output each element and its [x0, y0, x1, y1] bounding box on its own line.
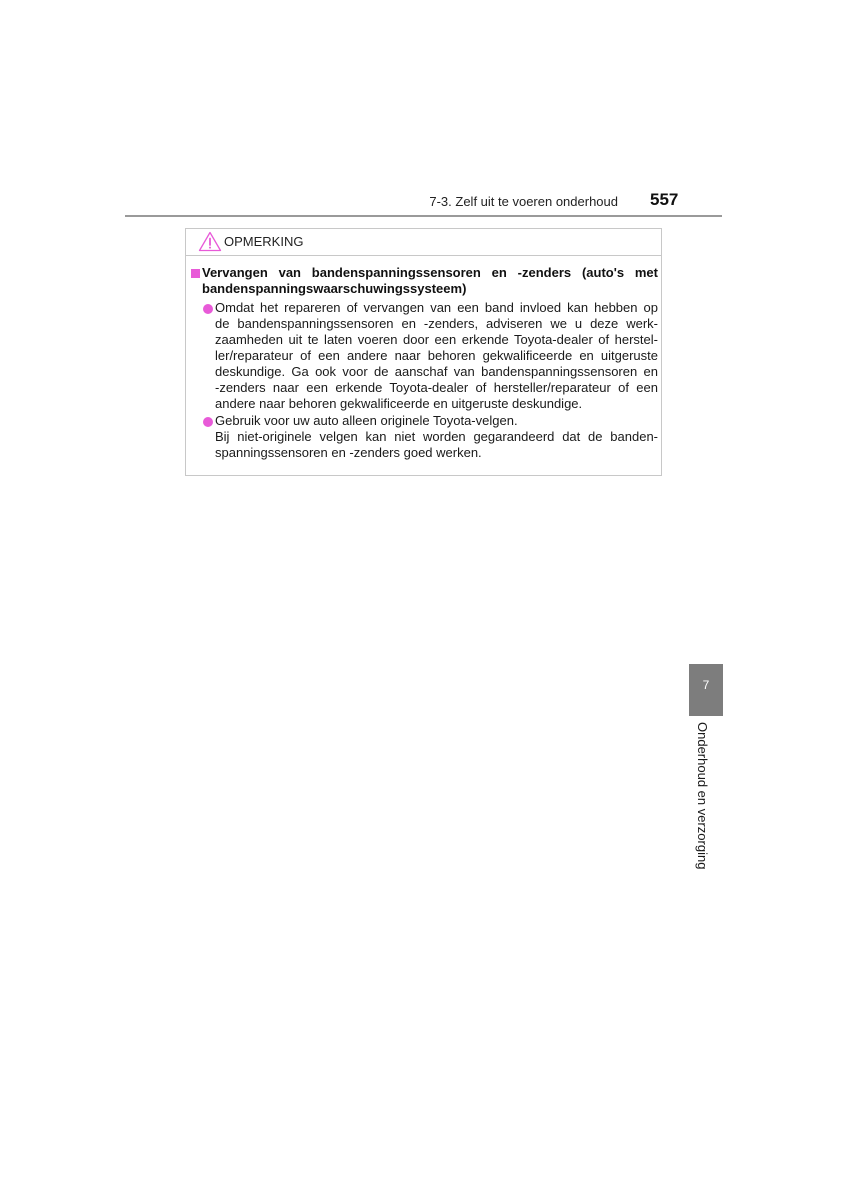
- notice-box: [185, 228, 662, 476]
- bullet-dot: [203, 304, 213, 314]
- bullet-line: -zenders naar een erkende Toyota-dealer of hersteller/reparateur of een: [215, 380, 658, 395]
- bullet-line: Bij niet-originele velgen kan niet worden gegarandeerd dat de banden-: [215, 429, 658, 444]
- bullet-line: deskundige. Ga ook voor de aanschaf van bandenspanningssensoren en: [215, 364, 658, 379]
- bullet-text: [215, 413, 658, 461]
- bullet-line: andere naar behoren gekwalificeerde en uitgeruste deskundige.: [215, 396, 583, 411]
- bullet-line: ler/reparateur of een andere naar behoren gekwalificeerde en uitgeruste: [215, 348, 658, 363]
- header-section-title: 7-3. Zelf uit te voeren onderhoud: [429, 194, 618, 209]
- warning-triangle-icon: [198, 231, 222, 252]
- bullet-line: de bandenspanningssensoren en -zenders, adviseren we u deze werk-: [215, 316, 658, 331]
- header-rule: [125, 215, 722, 217]
- bullet-line: Omdat het repareren of vervangen van een band invloed kan hebben op: [215, 300, 658, 315]
- bullet-line: zaamheden uit te laten voeren door een erkende Toyota-dealer of herstel-: [215, 332, 658, 347]
- bullet-text: [215, 300, 658, 412]
- notice-header: [186, 229, 661, 256]
- section-title-line: Vervangen van bandenspanningssensoren en -zenders (auto's met: [202, 265, 658, 280]
- page-number: 557: [650, 190, 679, 209]
- chapter-number: 7: [702, 678, 710, 692]
- section-marker: [191, 269, 200, 278]
- chapter-tab: [689, 664, 723, 716]
- bullet-dot: [203, 417, 213, 427]
- notice-label: OPMERKING: [224, 234, 304, 249]
- section-title-line: bandenspanningswaarschuwingssysteem): [202, 281, 467, 296]
- bullet-line: spanningssensoren en -zenders goed werken.: [215, 445, 482, 460]
- section-title: [202, 265, 658, 297]
- bullet-line: Gebruik voor uw auto alleen originele Toyota-velgen.: [215, 413, 518, 428]
- chapter-label: Onderhoud en verzorging: [695, 722, 710, 870]
